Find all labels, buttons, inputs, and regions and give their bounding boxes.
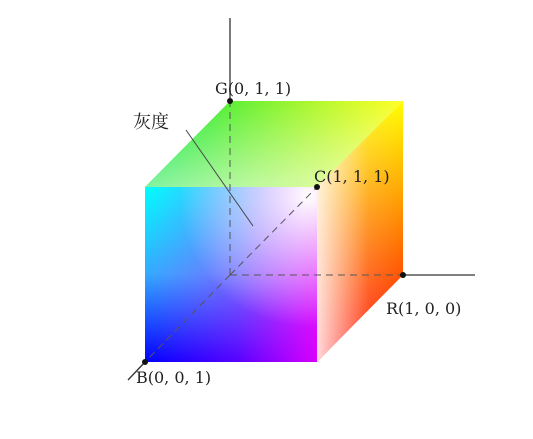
vertex-dot-blue [142, 359, 148, 365]
label-white-vertex: C(1, 1, 1) [314, 167, 390, 186]
label-gray-line: 灰度 [133, 112, 169, 133]
label-green-vertex: G(0, 1, 1) [215, 79, 292, 98]
label-red-vertex: R(1, 0, 0) [386, 299, 462, 318]
vertex-dot-red [400, 272, 406, 278]
vertex-dot-green [227, 98, 233, 104]
label-blue-vertex: B(0, 0, 1) [136, 368, 212, 387]
